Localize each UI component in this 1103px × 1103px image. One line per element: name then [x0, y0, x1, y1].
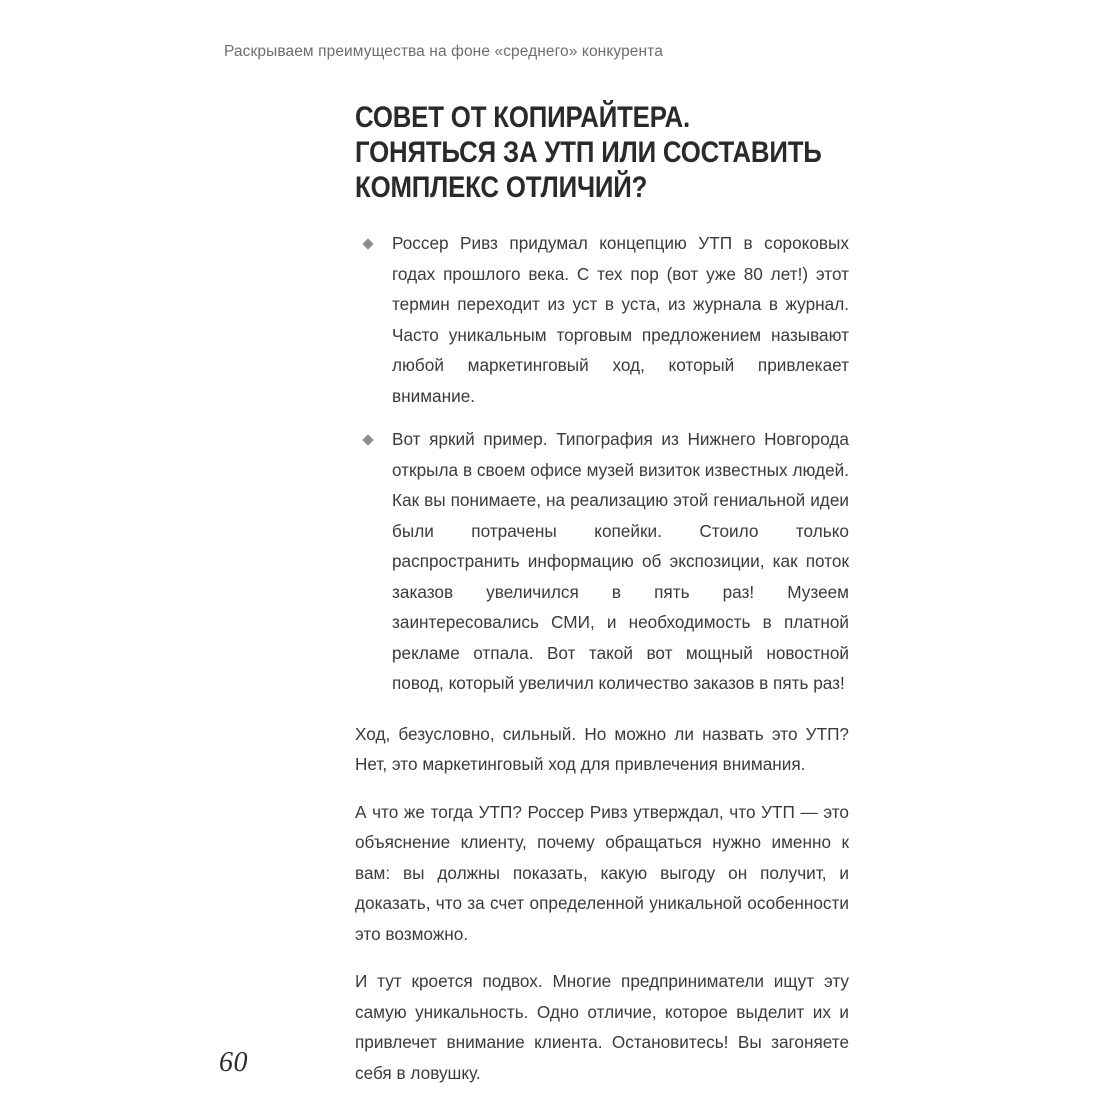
diamond-bullet-icon — [362, 434, 373, 445]
diamond-bullet-icon — [362, 238, 373, 249]
body-paragraph: Ход, безусловно, сильный. Но можно ли назвать это УТП? Нет, это маркетинговый ход для привлечения внимания. — [355, 723, 849, 774]
page-title-line-3: КОМПЛЕКС ОТЛИЧИЙ? — [355, 171, 648, 204]
page-title-line-2: ГОНЯТЬСЯ ЗА УТП ИЛИ СОСТАВИТЬ — [355, 136, 822, 169]
body-paragraph: И тут кроется подвох. Многие предприниматели ищут эту самую уникальность. Одно отличие, которое выделит их и привлечет внимание клиента. Остановитесь! Вы загоняете себя в ловушку. — [355, 971, 849, 1083]
list-item — [355, 228, 849, 411]
running-header: Раскрываем преимущества на фоне «среднего» конкурента — [224, 43, 663, 60]
text-column — [355, 100, 849, 1088]
list-item — [355, 424, 849, 699]
page-title-line-1: СОВЕТ ОТ КОПИРАЙТЕРА. — [355, 101, 690, 134]
body-paragraph: А что же тогда УТП? Россер Ривз утверждал, что УТП — это объяснение клиенту, почему обращаться нужно именно к вам: вы должны показать, какую выгоду он получит, и доказать, что за счет определенной уникальной особенности это возможно. — [355, 801, 849, 944]
bullet-list — [355, 228, 849, 699]
list-item-text: Россер Ривз придумал концепцию УТП в сороковых годах прошлого века. С тех пор (вот уже 80 лет!) этот термин переходит из уст в уста, из журнала в журнал. Часто уникальным торговым предложением называют любой маркетинговый ход, который привлекает внимание. — [392, 233, 849, 406]
list-item-text: Вот яркий пример. Типография из Нижнего Новгорода открыла в своем офисе музей визиток известных людей. Как вы понимаете, на реализацию этой гениальной идеи были потрачены копейки. Стоило только распространить информацию об экспозиции, как поток заказов увеличился в пять раз! Музеем заинтересовались СМИ, и необходимость в платной рекламе отпала. Вот такой вот мощный новостной повод, который увеличил количество заказов в пять раз! — [392, 429, 849, 693]
page-title — [355, 100, 848, 205]
page-number: 60 — [219, 1047, 248, 1078]
